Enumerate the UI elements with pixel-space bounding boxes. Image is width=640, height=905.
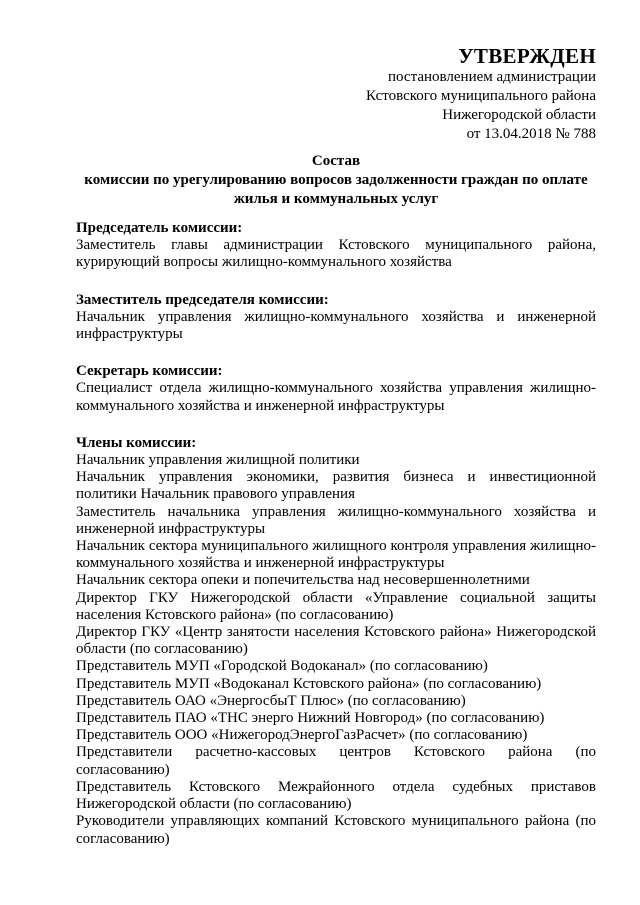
approval-line: постановлением администрации xyxy=(388,69,596,85)
list-item: Представитель Кстовского Межрайонного отдела судебных приставов Нижегородской области (по согласованию) xyxy=(76,778,596,813)
members-title: Члены комиссии: xyxy=(76,434,197,451)
list-item: Директор ГКУ Нижегородской области «Управление социальной защиты населения Кстовского района» (по согласованию) xyxy=(76,589,596,623)
deputy-title: Заместитель председателя комиссии: xyxy=(76,291,329,308)
heading-subtitle: комиссии по урегулированию вопросов задолженности граждан по оплате жилья и коммунальных услуг xyxy=(84,172,588,207)
list-item: Начальник сектора опеки и попечительства над несовершеннолетними xyxy=(76,572,530,589)
list-item: Представитель МУП «Водоканал Кстовского района» (по согласованию) xyxy=(76,675,542,692)
list-item: Начальник управления экономики, развития бизнеса и инвестиционной политики Начальник правового управления xyxy=(76,469,596,503)
list-item: Директор ГКУ «Центр занятости населения Кстовского района» Нижегородской области (по согласованию) xyxy=(76,624,596,658)
heading-title: Состав xyxy=(311,153,361,169)
approval-title: УТВЕРЖДЕН xyxy=(458,44,596,68)
chairman-title: Председатель комиссии: xyxy=(76,220,243,236)
chairman-text: Заместитель главы администрации Кстовского муниципального района, курирующий вопросы жилищно-коммунального хозяйства xyxy=(76,237,596,271)
list-item: Заместитель начальника управления жилищно-коммунального хозяйства и инженерной инфраструктуры xyxy=(76,503,596,537)
list-item: Представитель ООО «НижегородЭнергоГазРасчет» (по согласованию) xyxy=(76,727,528,744)
approval-block xyxy=(366,44,596,144)
spacer xyxy=(76,272,596,292)
deputy-text: Начальник управления жилищно-коммунального хозяйства и инженерной инфраструктуры xyxy=(76,308,596,343)
approval-line: Нижегородской области xyxy=(442,107,596,123)
list-item: Начальник сектора муниципального жилищного контроля управления жилищно-коммунального хозяйства и инженерной инфраструктуры xyxy=(76,538,596,572)
spacer xyxy=(76,415,596,435)
list-item: Начальник управления жилищной политики xyxy=(76,452,360,469)
list-item: Представитель МУП «Городской Водоканал» (по согласованию) xyxy=(76,658,488,675)
list-item: Представители расчетно-кассовых центров Кстовского района (по согласованию) xyxy=(76,744,596,778)
spacer xyxy=(76,343,596,363)
document-body xyxy=(76,220,596,848)
approval-date: от 13.04.2018 № 788 xyxy=(466,126,596,142)
list-item: Представитель ОАО «ЭнергосбыТ Плюс» (по согласованию) xyxy=(76,692,466,709)
secretary-title: Секретарь комиссии: xyxy=(76,363,223,380)
list-item: Представитель ПАО «ТНС энерго Нижний Новгород» (по согласованию) xyxy=(76,710,545,727)
members-list xyxy=(76,452,596,848)
list-item: Руководители управляющих компаний Кстовского муниципального района (по согласованию) xyxy=(76,813,596,847)
approval-line: Кстовского муниципального района xyxy=(365,88,596,104)
secretary-text: Специалист отдела жилищно-коммунального хозяйства управления жилищно-коммунального хозяйства и инженерной инфраструктуры xyxy=(76,380,596,414)
document-heading xyxy=(76,152,596,209)
